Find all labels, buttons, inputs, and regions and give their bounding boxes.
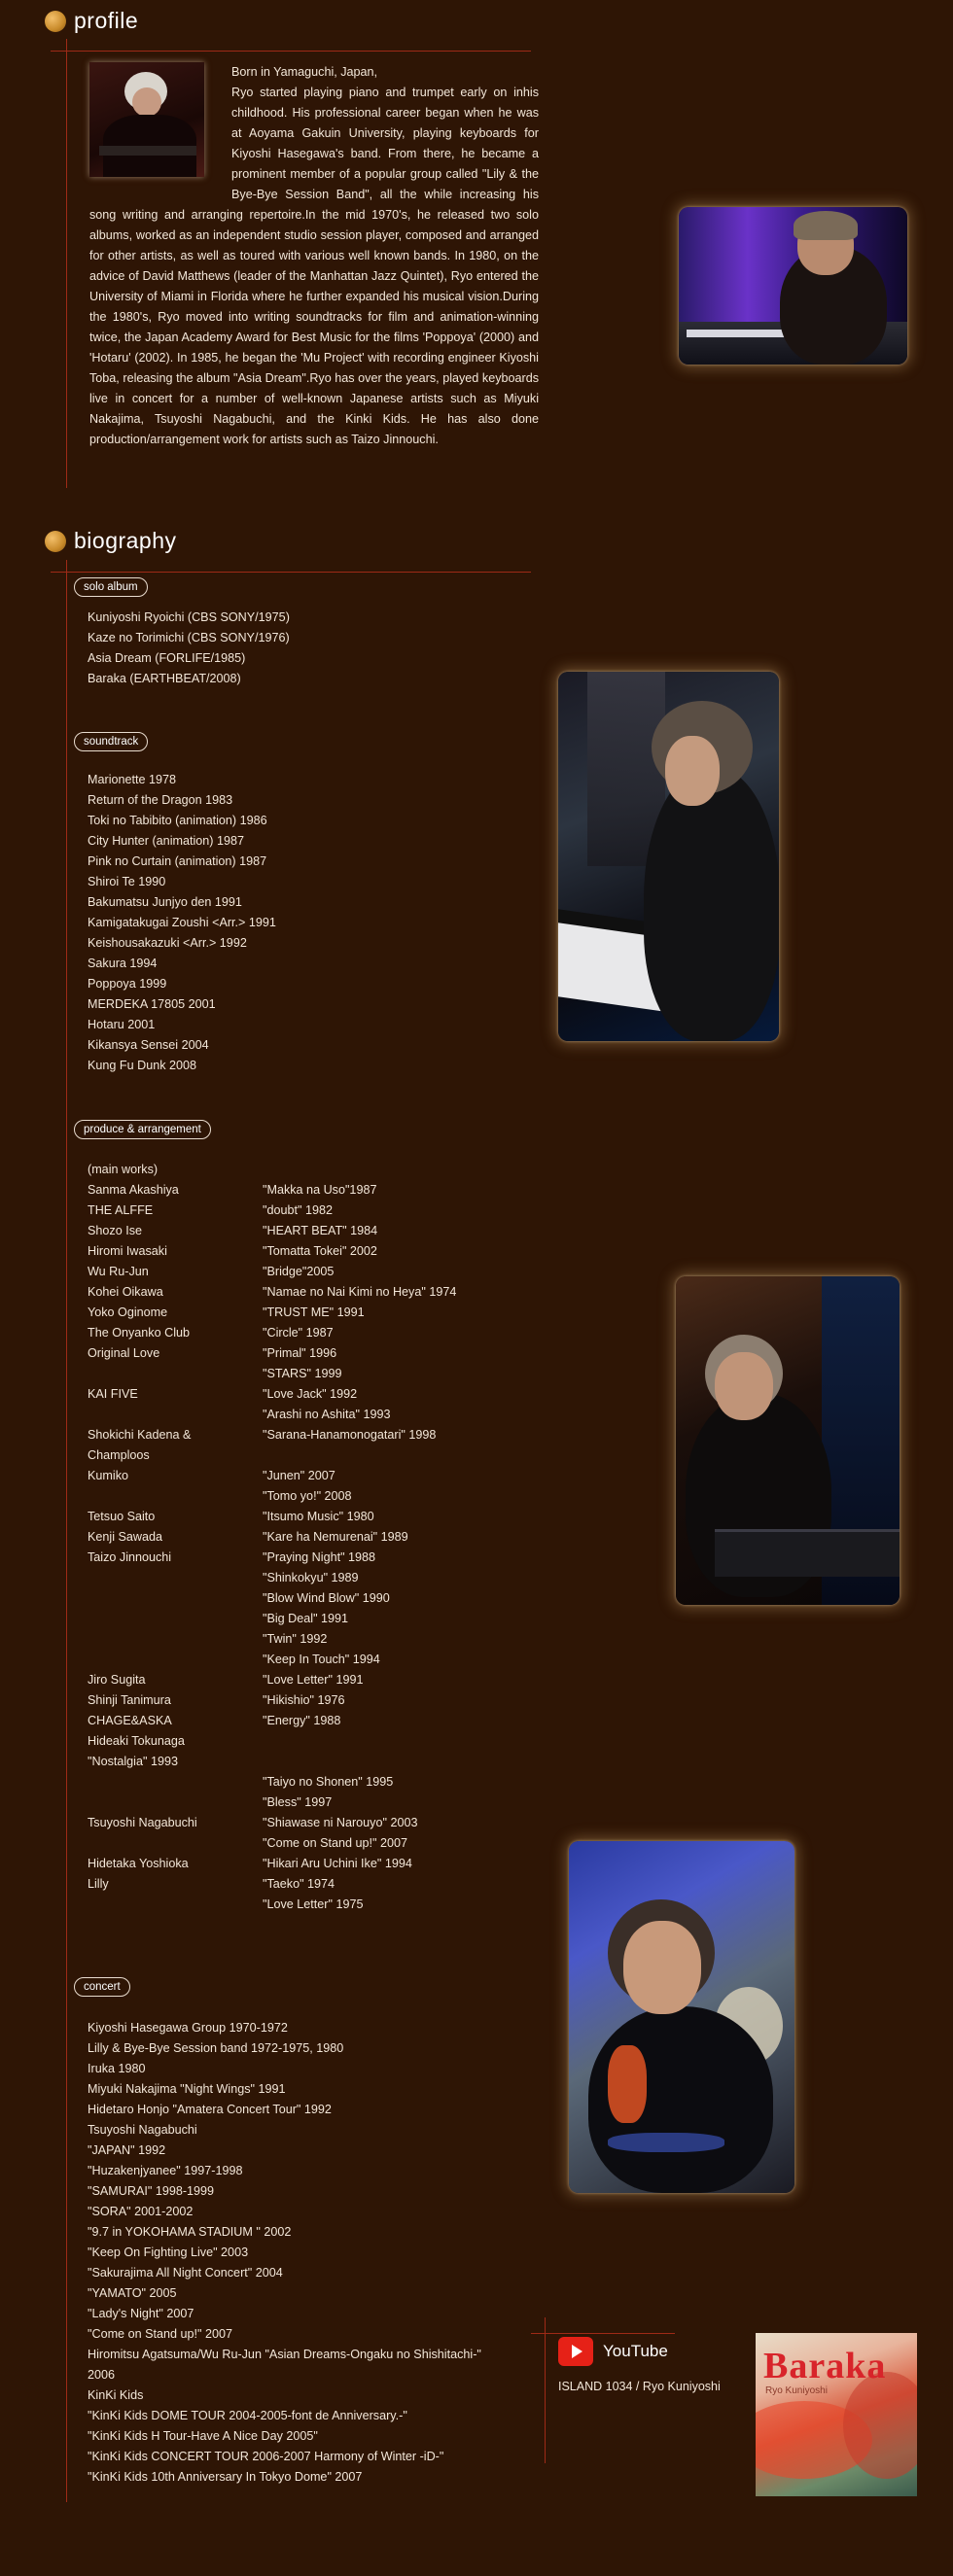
produce-work — [263, 1445, 515, 1466]
produce-work: "Praying Night" 1988 — [263, 1550, 376, 1564]
produce-work: "Shiawase ni Narouyo" 2003 — [263, 1816, 418, 1829]
youtube-label: YouTube — [603, 2342, 668, 2360]
list-item: MERDEKA 17805 2001 — [88, 997, 216, 1011]
produce-artist: Kumiko — [88, 1469, 128, 1482]
release-caption: ISLAND 1034 / Ryo Kuniyoshi — [558, 2380, 721, 2393]
profile-header — [45, 8, 138, 34]
list-item: "Sakurajima All Night Concert" 2004 — [88, 2266, 283, 2280]
album-artist: Ryo Kuniyoshi — [765, 2385, 828, 2396]
biography-vrule — [66, 560, 67, 2502]
produce-artist — [88, 1588, 263, 1609]
produce-artist: Kenji Sawada — [88, 1530, 163, 1544]
produce-artist — [88, 1364, 263, 1384]
biography-heading: biography — [74, 528, 177, 553]
list-item: Lilly & Bye-Bye Session band 1972-1975, 1980 — [88, 2041, 344, 2055]
profile-text — [89, 62, 539, 450]
produce-work — [263, 1731, 515, 1752]
produce-work: "Namae no Nai Kimi no Heya" 1974 — [263, 1285, 457, 1299]
produce-work: "Itsumo Music" 1980 — [263, 1510, 374, 1523]
list-item: "KinKi Kids CONCERT TOUR 2006-2007 Harmony of Winter -iD-" — [88, 2450, 444, 2463]
concert-list — [88, 2018, 481, 2488]
produce-artist: Taizo Jinnouchi — [88, 1550, 172, 1564]
produce-work: "Primal" 1996 — [263, 1346, 337, 1360]
profile-body: Ryo started playing piano and trumpet early on inhis childhood. His professional career began when he was at Aoyama Gakuin University, playing keyboards for Kiyoshi Hasegawa's band. From there, he became a prominent member of a popular group called "Lily & the Bye-Bye Session Band", all the while increasing his song writing and arranging repertoire.In the mid 1970's, he released two solo albums, worked as an independent studio session player, composed and arranged for other artists, as well as toured with various well known bands. In 1980, on the advice of David Matthews (leader of the Manhattan Jazz Quintet), Ryo entered the University of Miami in Florida where he further expanded his musical vision.During the 1980's, Ryo moved into writing soundtracks for film and animation-winning twice, the Japan Academy Award for Best Music for the films 'Poppoya' (2000) and 'Hotaru' (2002). In 1985, he began the 'Mu Project' with recording engineer Kiyoshi Toba, releasing the album "Asia Dream".Ryo has over the years, played keyboards live in concert for a number of well-known Japanese artists such as Miyuki Nakajima, Tsuyoshi Nagabuchi, and the Kinki Kids. He has also done production/arrangement work for artists such as Taizo Jinnouchi. — [89, 86, 539, 446]
produce-work: "Kare ha Nemurenai" 1989 — [263, 1530, 408, 1544]
list-item: "SORA" 2001-2002 — [88, 2205, 194, 2218]
list-item: "YAMATO" 2005 — [88, 2286, 177, 2300]
list-item: Hiromitsu Agatsuma/Wu Ru-Jun "Asian Dreams-Ongaku no Shishitachi-" — [88, 2348, 481, 2361]
list-item: Kuniyoshi Ryoichi (CBS SONY/1975) — [88, 610, 290, 624]
produce-artist: Tsuyoshi Nagabuchi — [88, 1816, 197, 1829]
produce-artist: Kohei Oikawa — [88, 1285, 163, 1299]
produce-artist — [88, 1609, 263, 1629]
produce-artist — [88, 1629, 263, 1650]
produce-note — [88, 1160, 158, 1180]
list-item: Asia Dream (FORLIFE/1985) — [88, 651, 246, 665]
produce-artist: Shozo Ise — [88, 1224, 143, 1237]
produce-work: "Sarana-Hanamonogatari" 1998 — [263, 1428, 437, 1442]
produce-artist — [88, 1772, 263, 1793]
produce-artist — [88, 1793, 263, 1813]
list-item: Kikansya Sensei 2004 — [88, 1038, 209, 1052]
produce-arrangement-tag: produce & arrangement — [74, 1120, 211, 1139]
solo-album-tag: solo album — [74, 577, 148, 597]
produce-work — [263, 1752, 515, 1772]
produce-work: "Makka na Uso"1987 — [263, 1183, 377, 1197]
produce-artist — [88, 1650, 263, 1670]
produce-artist: Hideaki Tokunaga — [88, 1734, 185, 1748]
produce-artist — [88, 1895, 263, 1915]
biography-rule — [51, 572, 531, 573]
produce-work: "HEART BEAT" 1984 — [263, 1224, 378, 1237]
produce-artist: KAI FIVE — [88, 1387, 138, 1401]
produce-work: "Bridge"2005 — [263, 1265, 335, 1278]
list-item: Baraka (EARTHBEAT/2008) — [88, 672, 241, 685]
produce-artist: Tetsuo Saito — [88, 1510, 156, 1523]
produce-artist — [88, 1405, 263, 1425]
list-item: "KinKi Kids DOME TOUR 2004-2005-font de Anniversary.-" — [88, 2409, 407, 2422]
photo-yamaha-keyboard — [676, 1276, 900, 1605]
produce-artist: THE ALFFE — [88, 1203, 154, 1217]
soundtrack-list — [88, 770, 276, 1076]
list-item: Hidetaro Honjo "Amatera Concert Tour" 1992 — [88, 2103, 332, 2116]
produce-work: "Keep In Touch" 1994 — [263, 1653, 380, 1666]
list-item: Sakura 1994 — [88, 957, 158, 970]
profile-intro: Born in Yamaguchi, Japan, — [231, 65, 378, 79]
soundtrack-tag: soundtrack — [74, 732, 148, 751]
list-item: Poppoya 1999 — [88, 977, 167, 991]
album-cover-baraka[interactable] — [756, 2333, 917, 2496]
produce-arrangement-table — [88, 1180, 515, 1915]
list-item: "JAPAN" 1992 — [88, 2143, 166, 2157]
produce-artist: Wu Ru-Jun — [88, 1265, 149, 1278]
list-item: Miyuki Nakajima "Night Wings" 1991 — [88, 2082, 286, 2096]
produce-artist: Hidetaka Yoshioka — [88, 1857, 189, 1870]
list-item: Keishousakazuki <Arr.> 1992 — [88, 936, 247, 950]
photo-keyboard-purple — [679, 207, 907, 365]
list-item: Tsuyoshi Nagabuchi — [88, 2123, 197, 2137]
list-item: "9.7 in YOKOHAMA STADIUM " 2002 — [88, 2225, 292, 2239]
produce-work: "Bless" 1997 — [263, 1795, 333, 1809]
produce-work: "STARS" 1999 — [263, 1367, 342, 1380]
produce-work: "Arashi no Ashita" 1993 — [263, 1408, 391, 1421]
solo-album-list — [88, 608, 290, 689]
list-item: Pink no Curtain (animation) 1987 — [88, 854, 267, 868]
main-works-note: (main works) — [88, 1163, 159, 1176]
list-item: Kaze no Torimichi (CBS SONY/1976) — [88, 631, 290, 644]
youtube-link[interactable] — [558, 2337, 668, 2366]
list-item: "Lady's Night" 2007 — [88, 2307, 194, 2320]
produce-work: "Love Jack" 1992 — [263, 1387, 358, 1401]
list-item: Marionette 1978 — [88, 773, 177, 786]
produce-artist — [88, 1568, 263, 1588]
produce-work: "TRUST ME" 1991 — [263, 1305, 365, 1319]
profile-vrule — [66, 39, 67, 488]
produce-work: "doubt" 1982 — [263, 1203, 333, 1217]
album-title: Baraka — [763, 2346, 887, 2386]
produce-work: "Blow Wind Blow" 1990 — [263, 1591, 390, 1605]
produce-artist: Shinji Tanimura — [88, 1693, 171, 1707]
produce-artist — [88, 1833, 263, 1854]
profile-rule — [51, 51, 531, 52]
list-item: City Hunter (animation) 1987 — [88, 834, 244, 848]
list-item: KinKi Kids — [88, 2388, 144, 2402]
produce-artist: The Onyanko Club — [88, 1326, 191, 1340]
produce-work: "Circle" 1987 — [263, 1326, 334, 1340]
list-item: "SAMURAI" 1998-1999 — [88, 2184, 215, 2198]
list-item: "KinKi Kids H Tour-Have A Nice Day 2005" — [88, 2429, 318, 2443]
list-item: Kiyoshi Hasegawa Group 1970-1972 — [88, 2021, 288, 2035]
produce-artist — [88, 1486, 263, 1507]
list-item: Toki no Tabibito (animation) 1986 — [88, 814, 267, 827]
youtube-play-icon — [558, 2337, 593, 2366]
produce-artist: Shokichi Kadena & — [88, 1428, 192, 1442]
produce-work: "Tomo yo!" 2008 — [263, 1489, 352, 1503]
produce-work: "Taiyo no Shonen" 1995 — [263, 1775, 394, 1789]
produce-work: "Shinkokyu" 1989 — [263, 1571, 359, 1584]
list-item: 2006 — [88, 2368, 116, 2382]
produce-artist: Hiromi Iwasaki — [88, 1244, 167, 1258]
produce-artist: CHAGE&ASKA — [88, 1714, 172, 1727]
produce-work: "Hikari Aru Uchini Ike" 1994 — [263, 1857, 412, 1870]
produce-artist: Sanma Akashiya — [88, 1183, 179, 1197]
list-item: "KinKi Kids 10th Anniversary In Tokyo Dome" 2007 — [88, 2470, 363, 2484]
list-item: Shiroi Te 1990 — [88, 875, 166, 888]
produce-artist: Yoko Oginome — [88, 1305, 168, 1319]
list-item: Hotaru 2001 — [88, 1018, 156, 1031]
produce-work: "Love Letter" 1991 — [263, 1673, 364, 1687]
produce-work: "Junen" 2007 — [263, 1469, 335, 1482]
produce-artist: Lilly — [88, 1877, 109, 1891]
produce-work: "Big Deal" 1991 — [263, 1612, 349, 1625]
photo-smiling-portrait — [569, 1841, 794, 2193]
concert-tag: concert — [74, 1977, 130, 1997]
list-item: "Keep On Fighting Live" 2003 — [88, 2245, 249, 2259]
list-item: Return of the Dragon 1983 — [88, 793, 233, 807]
list-item: "Huzakenjyanee" 1997-1998 — [88, 2164, 243, 2177]
produce-work: "Love Letter" 1975 — [263, 1897, 364, 1911]
bullet-dot-icon — [45, 11, 66, 32]
profile-thumbnail-photo — [89, 62, 204, 177]
list-item: Iruka 1980 — [88, 2062, 146, 2075]
produce-artist: Original Love — [88, 1346, 160, 1360]
profile-heading: profile — [74, 8, 139, 33]
bullet-dot-icon — [45, 531, 66, 552]
produce-work: "Tomatta Tokei" 2002 — [263, 1244, 377, 1258]
youtube-rule — [531, 2333, 675, 2334]
produce-work: "Hikishio" 1976 — [263, 1693, 345, 1707]
produce-artist: "Nostalgia" 1993 — [88, 1755, 178, 1768]
biography-header — [45, 528, 177, 554]
list-item: Kung Fu Dunk 2008 — [88, 1059, 197, 1072]
produce-work: "Taeko" 1974 — [263, 1877, 335, 1891]
list-item: "Come on Stand up!" 2007 — [88, 2327, 232, 2341]
youtube-vrule — [545, 2317, 546, 2463]
produce-artist: Champloos — [88, 1448, 150, 1462]
produce-work: "Come on Stand up!" 2007 — [263, 1836, 407, 1850]
photo-grand-piano — [558, 672, 779, 1041]
produce-work: "Twin" 1992 — [263, 1632, 328, 1646]
list-item: Kamigatakugai Zoushi <Arr.> 1991 — [88, 916, 276, 929]
list-item: Bakumatsu Junjyo den 1991 — [88, 895, 242, 909]
produce-work: "Energy" 1988 — [263, 1714, 341, 1727]
produce-artist: Jiro Sugita — [88, 1673, 146, 1687]
